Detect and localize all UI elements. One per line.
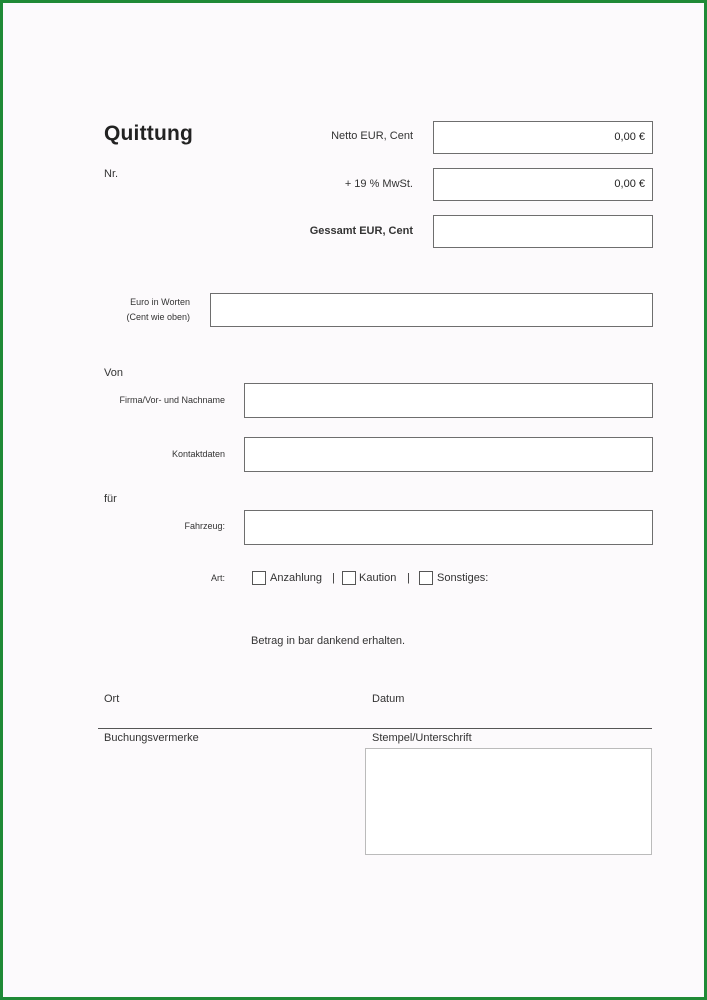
option-separator: |	[407, 572, 410, 584]
security-deposit-checkbox[interactable]	[342, 571, 356, 585]
for-section-label: für	[104, 493, 117, 505]
total-label: Gessamt EUR, Cent	[309, 225, 413, 237]
vehicle-label: Fahrzeug:	[184, 521, 225, 531]
name-label: Firma/Vor- und Nachname	[119, 395, 225, 405]
date-label: Datum	[372, 693, 405, 705]
amount-in-words-sublabel: (Cent wie oben)	[126, 312, 190, 322]
netto-label: Netto EUR, Cent	[331, 130, 413, 142]
vat-label: + 19 % MwSt.	[344, 178, 413, 190]
deposit-option-label: Anzahlung	[270, 572, 322, 584]
option-separator: |	[332, 572, 335, 584]
other-checkbox[interactable]	[419, 571, 433, 585]
total-field[interactable]	[433, 215, 653, 248]
cash-received-note: Betrag in bar dankend erhalten.	[251, 635, 406, 647]
other-option-label: Sonstiges:	[437, 572, 489, 584]
signature-label: Stempel/Unterschrift	[372, 732, 472, 744]
type-label: Art:	[210, 573, 225, 583]
from-section-label: Von	[104, 367, 123, 379]
security-deposit-option-label: Kaution	[359, 572, 397, 584]
name-field[interactable]	[244, 383, 653, 418]
amount-in-words-field[interactable]	[210, 293, 653, 327]
contact-field[interactable]	[244, 437, 653, 472]
amount-in-words-label: Euro in Worten	[130, 297, 190, 307]
contact-label: Kontaktdaten	[171, 449, 225, 459]
vehicle-field[interactable]	[244, 510, 653, 545]
booking-notes-label: Buchungsvermerke	[104, 732, 199, 744]
netto-field[interactable]: 0,00 €	[433, 121, 653, 154]
deposit-checkbox[interactable]	[252, 571, 266, 585]
stamp-signature-box[interactable]	[365, 748, 652, 855]
place-label: Ort	[104, 693, 120, 705]
divider-line	[98, 728, 652, 729]
vat-field[interactable]: 0,00 €	[433, 168, 653, 201]
receipt-number-label: Nr.	[104, 168, 119, 180]
page-title: Quittung	[104, 122, 194, 145]
